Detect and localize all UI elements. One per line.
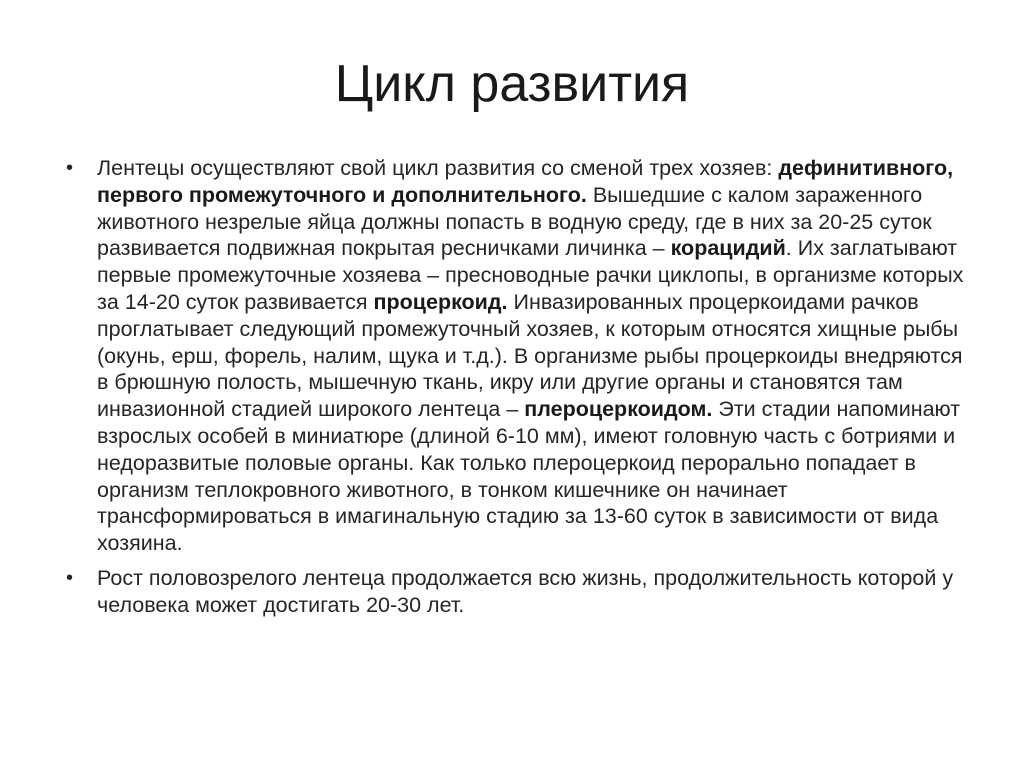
text-segment: Вышедшие с калом зараженного животного незрелые яйца должны попасть в водную среду, где в них за 20-25 суток развивается подвижная покрытая ресничками личинка – — [97, 182, 932, 261]
bullet-icon: • — [66, 157, 74, 179]
bullet-text — [97, 156, 963, 555]
bold-term-plerocercoid: плероцеркоидом. — [524, 397, 713, 422]
bullet-item — [66, 565, 966, 619]
bullet-text — [97, 566, 953, 617]
bold-term-coracidium: корацидий — [670, 236, 786, 261]
text-segment: . Их заглатывают первые промежуточные хозяева – пресноводные рачки циклопы, в организме которых за 14-20 суток развивается — [97, 236, 964, 314]
bold-term-hosts: дефинитивного, первого промежуточного и дополнительного. — [97, 156, 954, 207]
bullet-list — [66, 155, 966, 627]
bullet-item — [66, 155, 966, 557]
text-segment: Инвазированных процеркоидами рачков проглатывает следующий промежуточный хозяев, к которым относятся хищные рыбы (окунь, ерш, форель, налим, щука и т.д.). В организме рыбы процеркоиды внедряются в брюшную полость, мышечную ткань, икру или другие органы и становятся там инвазионной стадией широкого лентеца – — [97, 289, 963, 422]
bullet-icon: • — [66, 566, 74, 589]
text-segment: Рост половозрелого лентеца продолжается всю жизнь, продолжительность которой у человека может достигать 20-30 лет. — [97, 565, 954, 617]
slide-title: Цикл развития — [334, 55, 690, 113]
text-segment: Лентецы осуществляют свой цикл развития со сменой трех хозяев: — [97, 156, 779, 180]
bold-term-procercoid: процеркоид. — [373, 289, 508, 314]
text-segment: Эти стадии напоминают взрослых особей в миниатюре (длиной 6-10 мм), имеют головную часть с ботриями и недоразвитые половые органы. Как только плероцеркоид перорально попадает в организм теплокровного животного, в тонком кишечнике он начинает трансформироваться в имагинальную стадию за 13-60 суток в зависимости от вида хозяина. — [97, 397, 961, 556]
